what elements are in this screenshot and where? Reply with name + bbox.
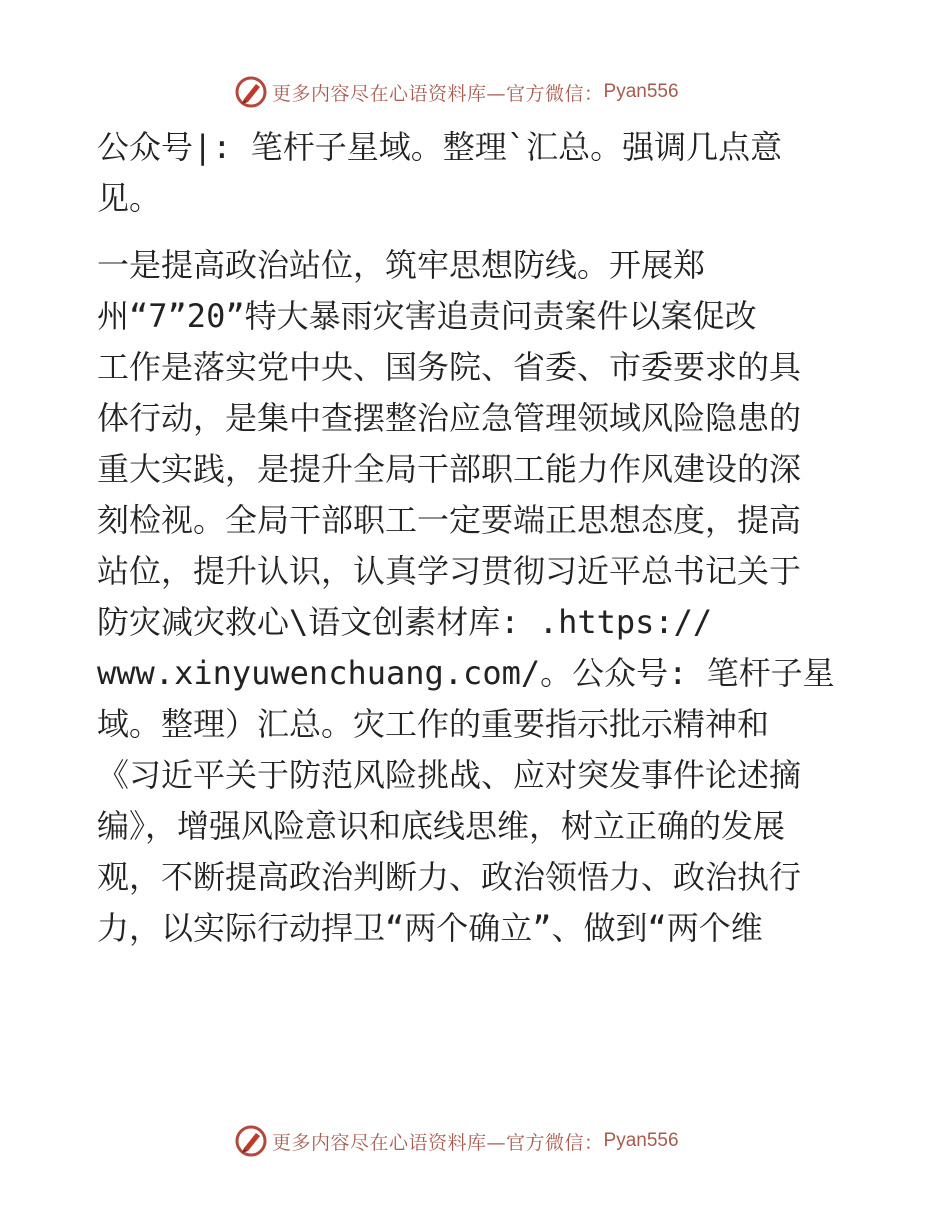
paragraph-gap bbox=[97, 224, 857, 240]
footer-banner bbox=[0, 1121, 950, 1161]
footer-banner-wechat-id: Pyan556 bbox=[603, 1130, 679, 1151]
document-body bbox=[97, 122, 857, 954]
text-line: 刻检视。全局干部职工一定要端正思想态度，提高 bbox=[97, 501, 802, 539]
text-line: 站位，提升认识，认真学习贯彻习近平总书记关于 bbox=[97, 552, 802, 590]
text-line: 《习近平关于防范风险挑战、应对突发事件论述摘 bbox=[97, 756, 802, 794]
text-line: 工作是落实党中央、国务院、省委、市委要求的具 bbox=[97, 348, 802, 386]
text-line: 力，以实际行动捍卫“两个确立”、做到“两个维 bbox=[97, 909, 763, 947]
pen-logo-icon bbox=[234, 75, 268, 109]
footer-banner-content bbox=[234, 1121, 679, 1161]
text-line: 州“7”20”特大暴雨灾害追责问责案件以案促改 bbox=[97, 297, 757, 335]
header-banner-wechat-id: Pyan556 bbox=[603, 81, 679, 102]
text-line: 观，不断提高政治判断力、政治领悟力、政治执行 bbox=[97, 858, 802, 896]
text-line: 一是提高政治站位，筑牢思想防线。开展郑 bbox=[97, 246, 706, 284]
text-line: 体行动，是集中查摆整治应急管理领域风险隐患的 bbox=[97, 399, 802, 437]
header-banner-text: 更多内容尽在心语资料库—官方微信： bbox=[272, 82, 604, 105]
text-line: 重大实践，是提升全局干部职工能力作风建设的深 bbox=[97, 450, 802, 488]
pen-logo-icon bbox=[234, 1124, 268, 1158]
text-line: 防灾减灾救心\语文创素材库: .https:// bbox=[97, 603, 713, 641]
text-line: 域。整理）汇总。灾工作的重要指示批示精神和 bbox=[97, 705, 770, 743]
text-line: www.xinyuwenchuang.com/。公众号: 笔杆子星 bbox=[97, 654, 835, 692]
header-banner bbox=[0, 72, 950, 112]
text-line: 公众号|: 笔杆子星域。整理`汇总。强调几点意 bbox=[97, 128, 783, 166]
text-line: 编》，增强风险意识和底线思维，树立正确的发展 bbox=[97, 807, 786, 845]
text-line: 见。 bbox=[97, 179, 162, 217]
footer-banner-text: 更多内容尽在心语资料库—官方微信： bbox=[272, 1131, 604, 1154]
header-banner-content bbox=[234, 72, 679, 112]
